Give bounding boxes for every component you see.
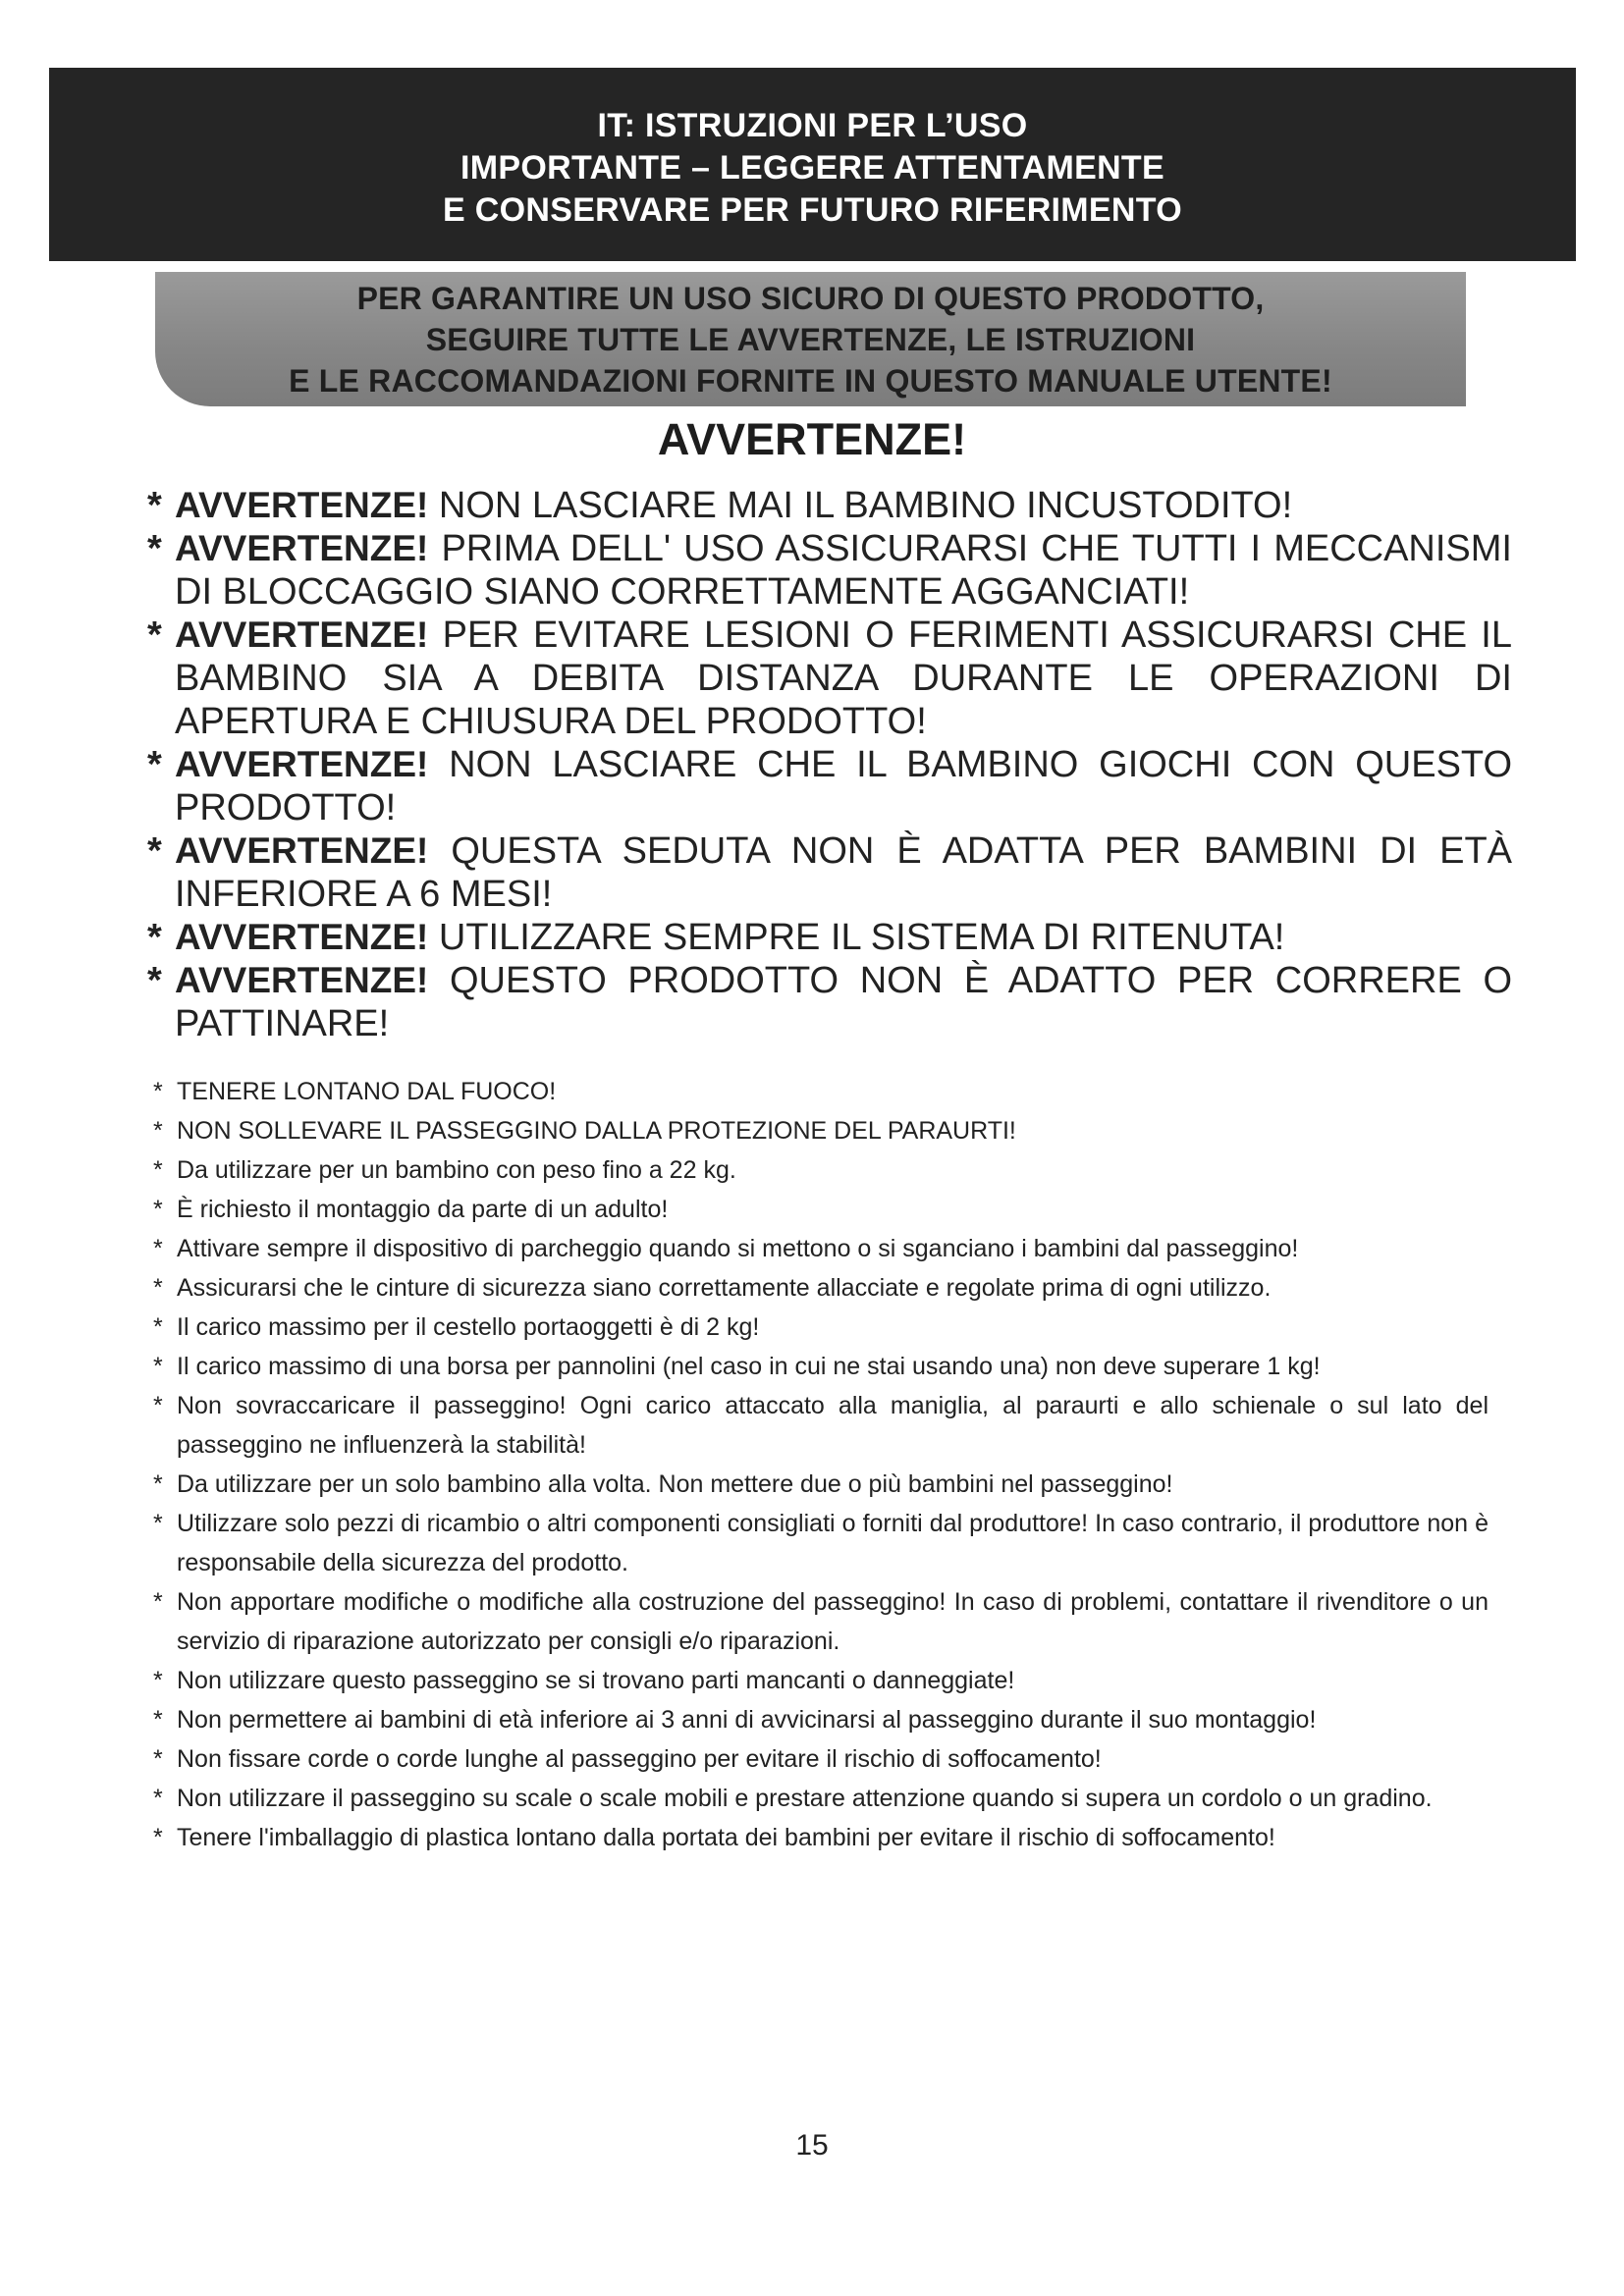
note-item [153, 1268, 1489, 1308]
note-item [153, 1465, 1489, 1504]
notes-list [153, 1072, 1489, 1857]
note-text: TENERE LONTANO DAL FUOCO! [177, 1078, 557, 1105]
bullet-marker: * [153, 1588, 163, 1616]
warning-item [147, 829, 1512, 916]
warning-item [147, 743, 1512, 829]
note-item [153, 1504, 1489, 1582]
warning-text: UTILIZZARE SEMPRE IL SISTEMA DI RITENUTA! [438, 917, 1285, 958]
warning-text: QUESTO PRODOTTO NON È ADATTO PER CORRERE O PATTINARE! [175, 960, 1512, 1044]
bullet-marker: * [153, 1196, 163, 1223]
bullet-marker: * [147, 744, 162, 785]
bullet-marker: * [147, 485, 162, 526]
note-item [153, 1661, 1489, 1700]
note-item [153, 1308, 1489, 1347]
warning-prefix: AVVERTENZE! [175, 614, 429, 655]
note-item [153, 1229, 1489, 1268]
page-title: AVVERTENZE! [657, 414, 967, 464]
note-text: Il carico massimo di una borsa per pannolini (nel caso in cui ne stai usando una) non deve superare 1 kg! [177, 1353, 1321, 1380]
notice-line: SEGUIRE TUTTE LE AVVERTENZE, LE ISTRUZIONI [425, 321, 1196, 357]
warning-text: QUESTA SEDUTA NON È ADATTA PER BAMBINI DI ETÀ INFERIORE A 6 MESI! [175, 830, 1512, 915]
note-item [153, 1150, 1489, 1190]
bullet-marker: * [147, 830, 162, 872]
safety-notice-box [155, 272, 1466, 406]
note-text: Non apportare modifiche o modifiche alla costruzione del passeggino! In caso di problemi, contattare il rivenditore o un servizio di riparazione autorizzato per consigli e/o riparazioni. [177, 1588, 1489, 1655]
warning-item [147, 959, 1512, 1045]
bullet-marker: * [153, 1313, 163, 1341]
warning-prefix: AVVERTENZE! [175, 960, 429, 1000]
warning-text: PER EVITARE LESIONI O FERIMENTI ASSICURARSI CHE IL BAMBINO SIA A DEBITA DISTANZA DURANTE LE OPERAZIONI DI APERTURA E CHIUSURA DEL PRODOTTO! [175, 614, 1512, 742]
note-item [153, 1582, 1489, 1661]
note-text: Non sovraccaricare il passeggino! Ogni carico attaccato alla maniglia, al paraurti e allo schienale o sul lato del passeggino ne influenzerà la stabilità! [177, 1392, 1489, 1459]
warning-prefix: AVVERTENZE! [175, 744, 429, 784]
bullet-marker: * [147, 528, 162, 569]
header-line: E CONSERVARE PER FUTURO RIFERIMENTO [443, 191, 1182, 229]
note-text: Da utilizzare per un bambino con peso fino a 22 kg. [177, 1156, 736, 1184]
bullet-marker: * [153, 1667, 163, 1694]
header-line: IT: ISTRUZIONI PER L’USO [597, 107, 1028, 144]
note-item [153, 1779, 1489, 1818]
bullet-marker: * [153, 1785, 163, 1812]
note-item [153, 1700, 1489, 1739]
bullet-marker: * [153, 1470, 163, 1498]
warning-item [147, 614, 1512, 743]
warnings-list [147, 484, 1512, 1045]
warning-prefix: AVVERTENZE! [175, 528, 429, 568]
note-text: Non utilizzare il passeggino su scale o scale mobili e prestare attenzione quando si supera un cordolo o un gradino. [177, 1785, 1433, 1812]
note-text: Utilizzare solo pezzi di ricambio o altri componenti consigliati o forniti dal produttore! In caso contrario, il produttore non è responsabile della sicurezza del prodotto. [177, 1510, 1489, 1576]
bullet-marker: * [153, 1235, 163, 1262]
bullet-marker: * [153, 1117, 163, 1145]
bullet-marker: * [153, 1706, 163, 1734]
warning-text: NON LASCIARE CHE IL BAMBINO GIOCHI CON QUESTO PRODOTTO! [175, 744, 1512, 828]
bullet-marker: * [153, 1078, 163, 1105]
note-item [153, 1386, 1489, 1465]
note-item [153, 1818, 1489, 1857]
bullet-marker: * [153, 1274, 163, 1302]
note-text: Tenere l'imballaggio di plastica lontano dalla portata dei bambini per evitare il rischio di soffocamento! [177, 1824, 1275, 1851]
note-item [153, 1072, 1489, 1111]
header-line: IMPORTANTE – LEGGERE ATTENTAMENTE [460, 149, 1164, 187]
bullet-marker: * [153, 1392, 163, 1419]
bullet-marker: * [147, 917, 162, 958]
bullet-marker: * [153, 1745, 163, 1773]
note-text: Non utilizzare questo passeggino se si trovano parti mancanti o danneggiate! [177, 1667, 1015, 1694]
warning-prefix: AVVERTENZE! [175, 485, 429, 525]
header-banner [49, 68, 1576, 261]
note-item [153, 1190, 1489, 1229]
bullet-marker: * [147, 614, 162, 656]
note-text: Da utilizzare per un solo bambino alla volta. Non mettere due o più bambini nel passeggino! [177, 1470, 1173, 1498]
note-item [153, 1111, 1489, 1150]
bullet-marker: * [147, 960, 162, 1001]
note-item [153, 1347, 1489, 1386]
note-text: NON SOLLEVARE IL PASSEGGINO DALLA PROTEZIONE DEL PARAURTI! [177, 1117, 1016, 1145]
bullet-marker: * [153, 1156, 163, 1184]
warning-item [147, 916, 1512, 959]
notice-line: PER GARANTIRE UN USO SICURO DI QUESTO PRODOTTO, [356, 280, 1265, 316]
note-text: Il carico massimo per il cestello portaoggetti è di 2 kg! [177, 1313, 760, 1341]
note-text: È richiesto il montaggio da parte di un adulto! [177, 1196, 669, 1223]
note-text: Attivare sempre il dispositivo di parcheggio quando si mettono o si sganciano i bambini dal passeggino! [177, 1235, 1299, 1262]
warning-prefix: AVVERTENZE! [175, 830, 429, 871]
warning-text: PRIMA DELL' USO ASSICURARSI CHE TUTTI I MECCANISMI DI BLOCCAGGIO SIANO CORRETTAMENTE AGGANCIATI! [175, 528, 1512, 613]
note-text: Assicurarsi che le cinture di sicurezza siano correttamente allacciate e regolate prima di ogni utilizzo. [177, 1274, 1272, 1302]
note-item [153, 1739, 1489, 1779]
bullet-marker: * [153, 1510, 163, 1537]
warning-prefix: AVVERTENZE! [175, 917, 429, 957]
warning-item [147, 484, 1512, 527]
page-number: 15 [795, 2129, 829, 2162]
bullet-marker: * [153, 1353, 163, 1380]
warning-text: NON LASCIARE MAI IL BAMBINO INCUSTODITO! [438, 485, 1293, 526]
bullet-marker: * [153, 1824, 163, 1851]
notice-line: E LE RACCOMANDAZIONI FORNITE IN QUESTO MANUALE UTENTE! [289, 362, 1332, 399]
note-text: Non permettere ai bambini di età inferiore ai 3 anni di avvicinarsi al passeggino durante il suo montaggio! [177, 1706, 1317, 1734]
warning-item [147, 527, 1512, 614]
note-text: Non fissare corde o corde lunghe al passeggino per evitare il rischio di soffocamento! [177, 1745, 1102, 1773]
